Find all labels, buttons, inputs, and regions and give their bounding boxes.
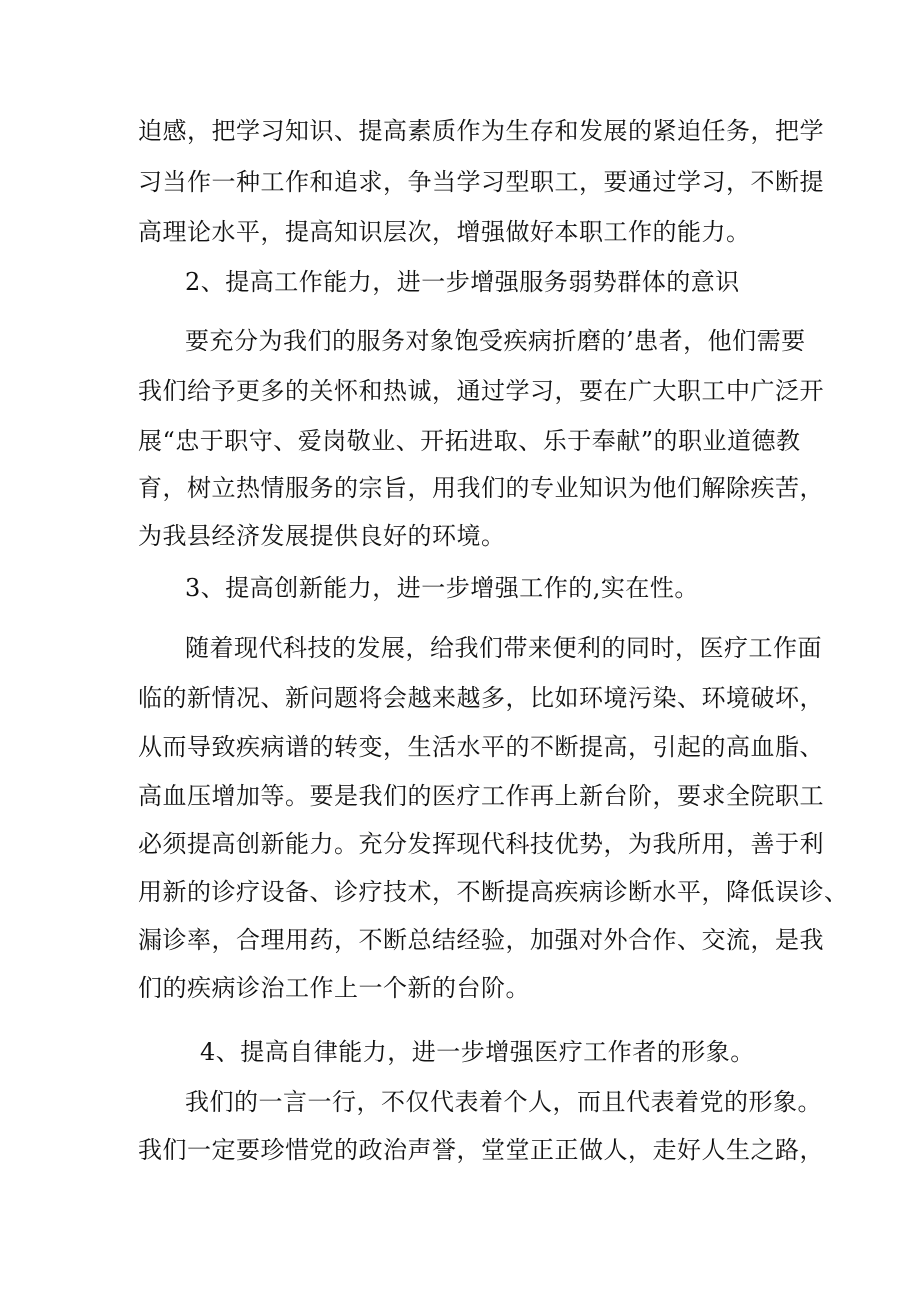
paragraph-line: 我们的一言一行，不仅代表着个人，而且代表着党的形象。 [185, 1088, 822, 1116]
paragraph-line: 为我县经济发展提供良好的环境。 [138, 522, 506, 550]
paragraph-line: 用新的诊疗设备、诊疗技术，不断提高疾病诊断水平，降低误诊、 [138, 878, 849, 906]
section-heading: 4、提高自律能力，进一步增强医疗工作者的形象。 [200, 1038, 755, 1066]
paragraph-line: 高理论水平，提高知识层次，增强做好本职工作的能力。 [138, 218, 751, 246]
paragraph-line: 高血压增加等。要是我们的医疗工作再上新台阶，要求全院职工 [138, 782, 824, 810]
paragraph-line: 必须提高创新能力。充分发挥现代科技优势，为我所用，善于利 [138, 830, 824, 858]
paragraph-line: 要充分为我们的服务对象饱受疾病折磨的’患者，他们需要 [185, 327, 806, 355]
paragraph-line: 们的疾病诊治工作上一个新的台阶。 [138, 974, 530, 1002]
paragraph-line: 展“忠于职守、爱岗敬业、开拓进取、乐于奉献”的职业道德教 [138, 427, 801, 455]
paragraph-line: 习当作一种工作和追求，争当学习型职工，要通过学习，不断提 [138, 168, 824, 196]
paragraph-line: 我们一定要珍惜党的政治声誉，堂堂正正做人，走好人生之路， [138, 1136, 824, 1164]
paragraph-line: 迫感，把学习知识、提高素质作为生存和发展的紧迫任务，把学 [138, 117, 824, 145]
paragraph-line: 漏诊率，合理用药，不断总结经验，加强对外合作、交流，是我 [138, 926, 824, 954]
paragraph-line: 临的新情况、新问题将会越来越多，比如环境污染、环境破坏， [138, 684, 824, 712]
paragraph-line: 育，树立热情服务的宗旨，用我们的专业知识为他们解除疾苦， [138, 474, 824, 502]
paragraph-line: 从而导致疾病谱的转变，生活水平的不断提高，引起的高血脂、 [138, 733, 824, 761]
section-heading: 3、提高创新能力，进一步增强工作的,实在性。 [185, 574, 699, 602]
paragraph-line: 我们给予更多的关怀和热诚，通过学习，要在广大职工中广泛开 [138, 377, 824, 405]
section-heading: 2、提高工作能力，进一步增强服务弱势群体的意识 [185, 268, 740, 296]
paragraph-line: 随着现代科技的发展，给我们带来便利的同时，医疗工作面 [185, 634, 822, 662]
